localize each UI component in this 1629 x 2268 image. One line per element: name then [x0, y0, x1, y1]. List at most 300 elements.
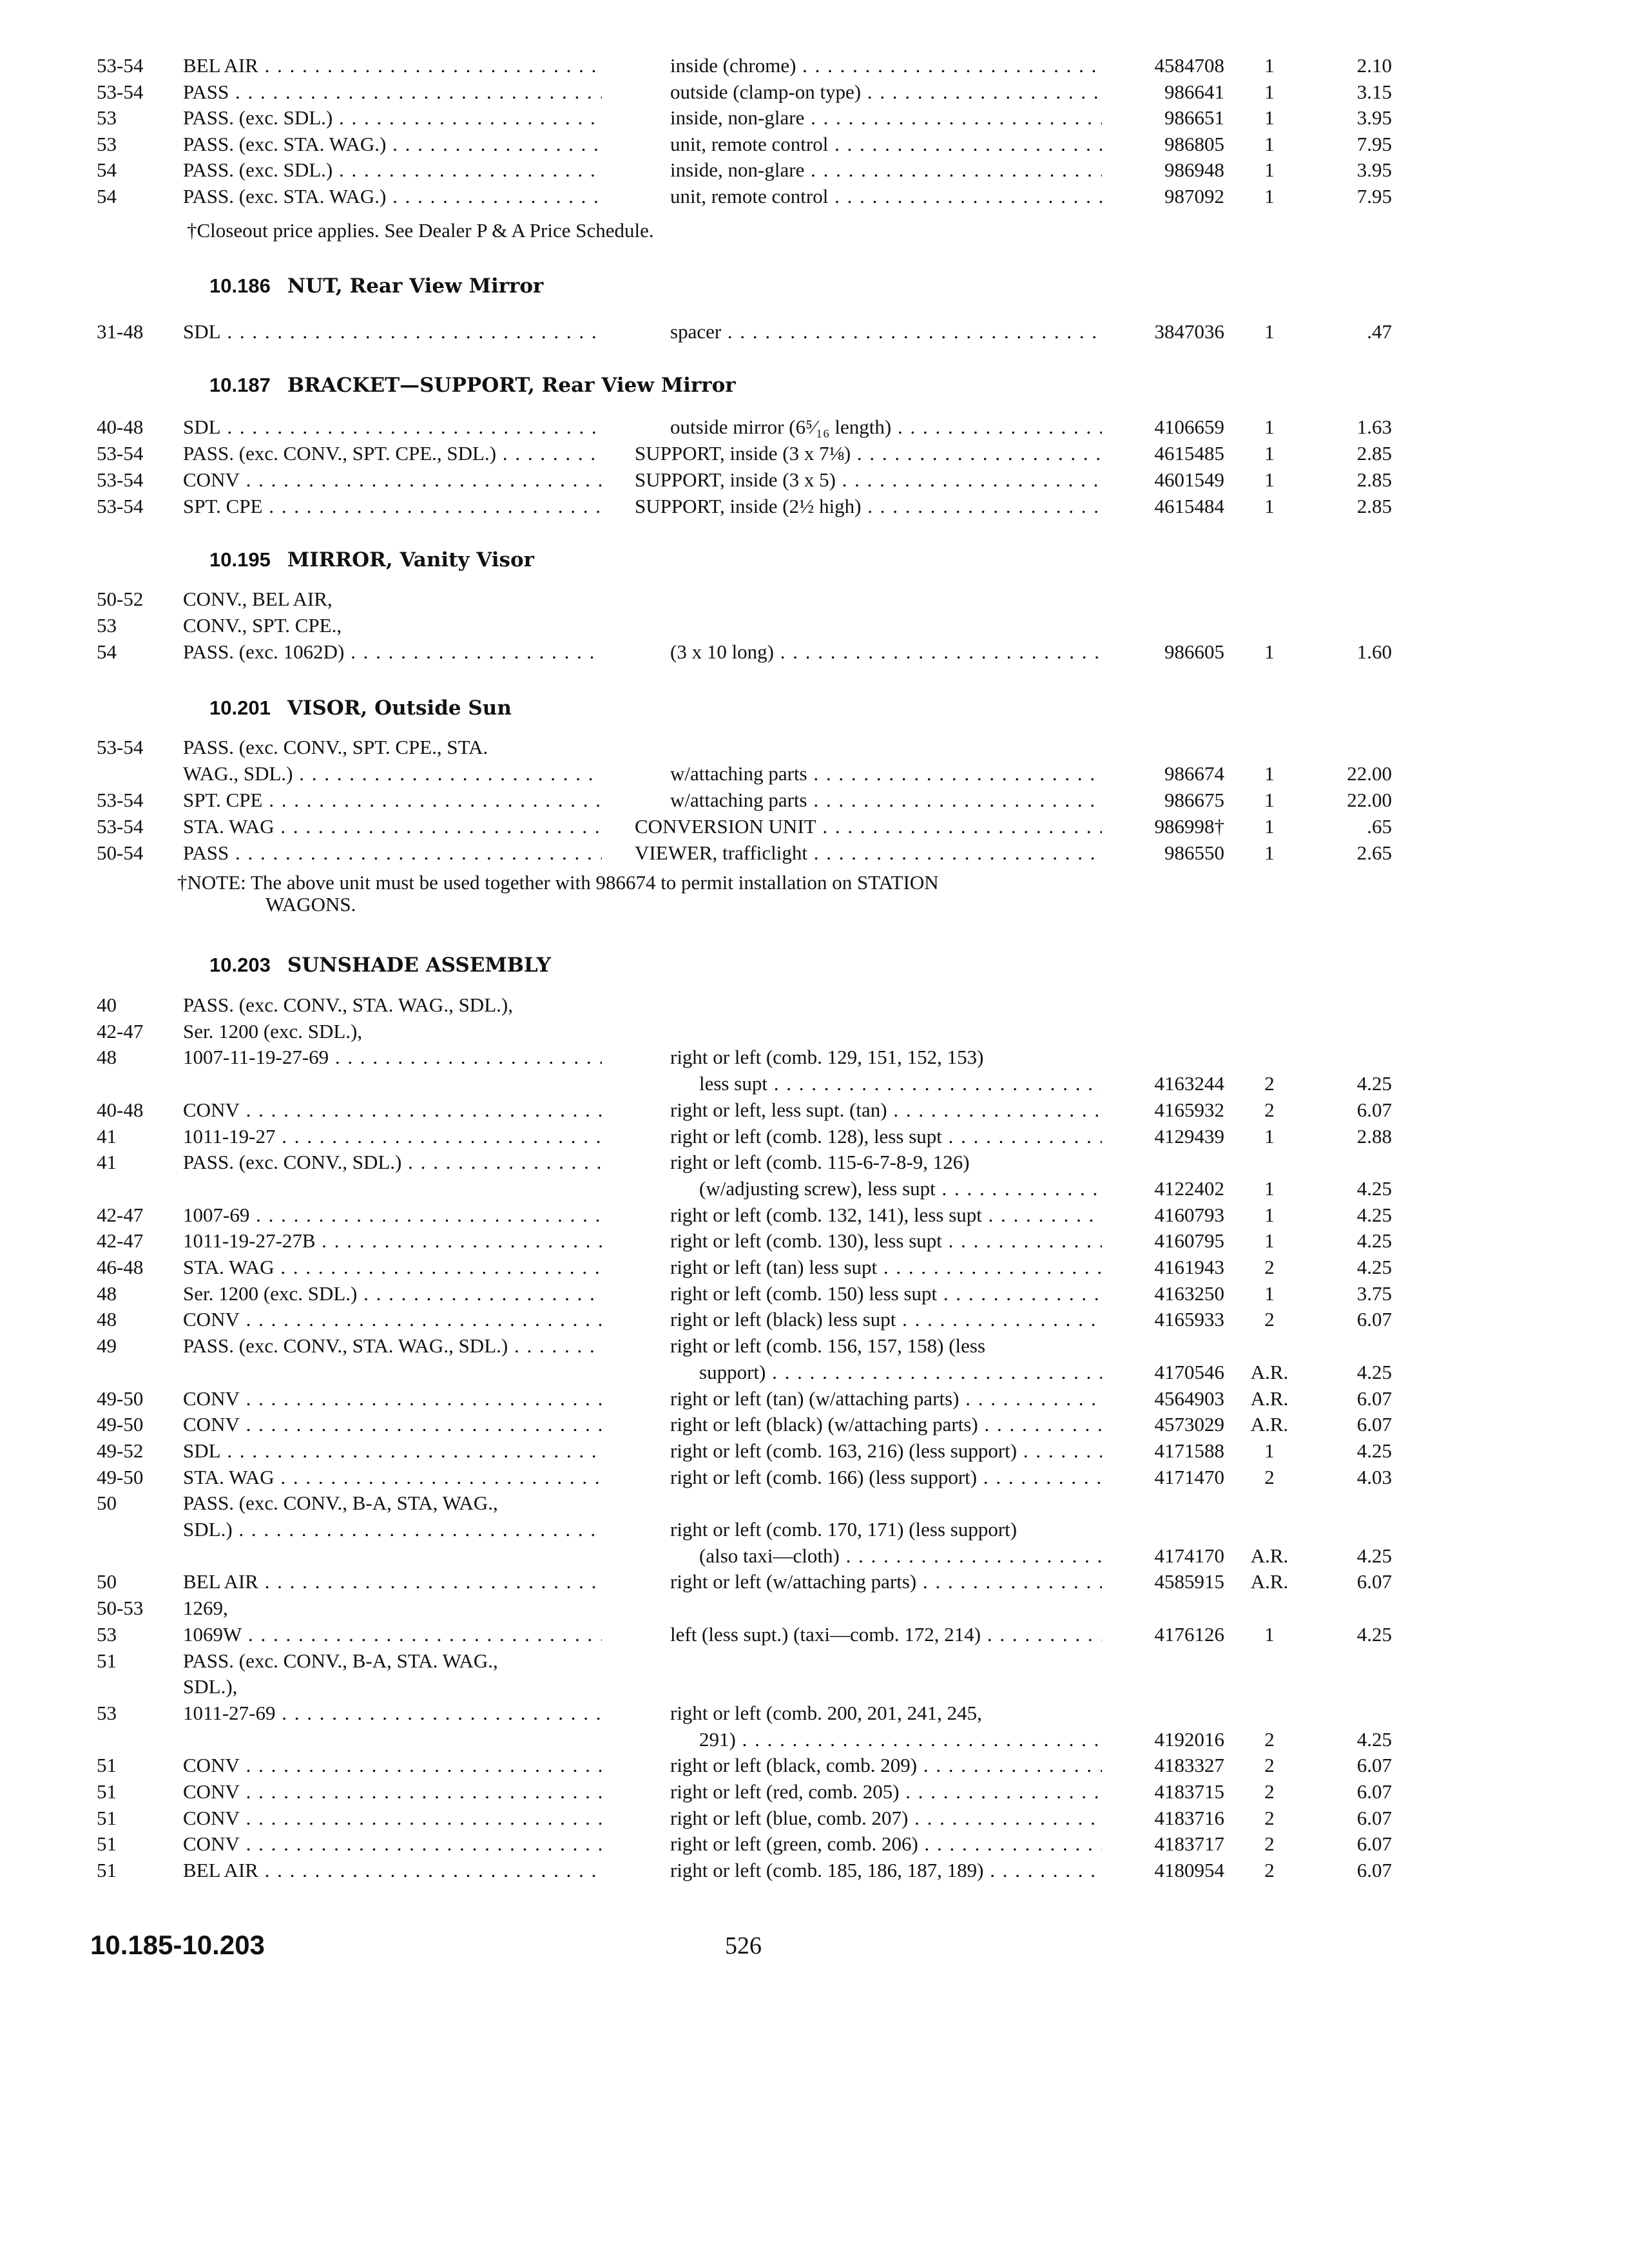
table-row: [0, 586, 1629, 612]
list-price: 6.07: [1356, 1807, 1392, 1829]
part-number: 4165932: [1154, 1099, 1224, 1121]
list-price: 2.65: [1356, 841, 1392, 864]
quantity: 2: [1264, 1807, 1275, 1829]
table-row: [0, 53, 1629, 79]
table-row: [0, 105, 1629, 131]
table-row: [0, 1490, 1629, 1516]
table-row: [0, 1465, 1629, 1490]
part-description: right or left (comb. 163, 216) (less support) . . .: [670, 1438, 1102, 1464]
quantity: 2: [1264, 1754, 1275, 1776]
list-price: 4.25: [1356, 1177, 1392, 1200]
part-description: support) . . .: [699, 1360, 1102, 1385]
list-price: 6.07: [1356, 1387, 1392, 1410]
part-number: 4170546: [1154, 1361, 1224, 1383]
table-row: [0, 1831, 1629, 1857]
model-application: SDL.) . . .: [183, 1517, 602, 1542]
part-description: right or left (black, comb. 209) . . .: [670, 1753, 1102, 1778]
model-application: PASS. (exc. STA. WAG.) . . .: [183, 131, 602, 157]
table-row: [0, 1386, 1629, 1412]
table-row: [0, 1805, 1629, 1831]
model-application: CONV . . .: [183, 1831, 602, 1857]
table-row: [0, 840, 1629, 866]
model-year: 42-47: [97, 1020, 144, 1043]
table-row: [0, 319, 1629, 345]
model-application: BEL AIR . . .: [183, 1569, 602, 1595]
section-number: 10.187: [209, 374, 271, 396]
table-row: [0, 1071, 1629, 1097]
table-row: [0, 441, 1629, 466]
quantity: 1: [1264, 1204, 1275, 1226]
model-application: 1069W . . .: [183, 1622, 602, 1648]
part-description: right or left (w/attaching parts) . . .: [670, 1569, 1102, 1595]
part-description: w/attaching parts . . .: [670, 787, 1102, 813]
model-year: 49-50: [97, 1466, 144, 1488]
part-description: outside (clamp-on type) . . .: [670, 79, 1102, 105]
model-year: 51: [97, 1832, 117, 1855]
model-year: 50-54: [97, 841, 144, 864]
part-description: 291) . . .: [699, 1727, 1102, 1753]
model-year: 53-54: [97, 468, 144, 491]
part-number: 4601549: [1154, 468, 1224, 491]
list-price: 7.95: [1356, 133, 1392, 155]
list-price: 4.25: [1356, 1361, 1392, 1383]
list-price: 4.25: [1356, 1728, 1392, 1751]
part-description: right or left (comb. 128), less supt . . .: [670, 1124, 1102, 1149]
table-row: [0, 157, 1629, 183]
quantity: A.R.: [1250, 1413, 1289, 1436]
model-application: PASS. (exc. STA. WAG.) . . .: [183, 184, 602, 209]
model-application: SDL . . .: [183, 319, 602, 345]
part-description: right or left (tan) (w/attaching parts) . . .: [670, 1386, 1102, 1412]
quantity: 1: [1264, 762, 1275, 785]
list-price: 4.25: [1356, 1439, 1392, 1462]
section-heading: [209, 544, 534, 575]
quantity: 1: [1264, 1125, 1275, 1148]
model-application: CONV . . .: [183, 1779, 602, 1805]
quantity: A.R.: [1250, 1544, 1289, 1567]
footer-page-number: 526: [725, 1932, 762, 1959]
part-number: 4161943: [1154, 1256, 1224, 1278]
quantity: 1: [1264, 1439, 1275, 1462]
model-year: 41: [97, 1151, 117, 1173]
list-price: 22.00: [1347, 762, 1392, 785]
part-description: unit, remote control . . .: [670, 131, 1102, 157]
section-number: 10.201: [209, 697, 271, 719]
section-heading: [209, 693, 512, 724]
quantity: 2: [1264, 1099, 1275, 1121]
quantity: A.R.: [1250, 1570, 1289, 1593]
list-price: 7.95: [1356, 185, 1392, 207]
model-year: 53-54: [97, 81, 144, 103]
section-title: MIRROR, Vanity Visor: [287, 548, 534, 572]
part-number: 4160793: [1154, 1204, 1224, 1226]
model-application: SDL . . .: [183, 1438, 602, 1464]
part-number: 4176126: [1154, 1623, 1224, 1646]
list-price: 2.88: [1356, 1125, 1392, 1148]
quantity: 1: [1264, 81, 1275, 103]
quantity: 1: [1264, 495, 1275, 517]
table-row: [0, 79, 1629, 105]
model-application: CONV . . .: [183, 1753, 602, 1778]
part-number: 4129439: [1154, 1125, 1224, 1148]
quantity: 2: [1264, 1072, 1275, 1095]
quantity: 2: [1264, 1832, 1275, 1855]
list-price: 6.07: [1356, 1859, 1392, 1881]
quantity: 1: [1264, 1282, 1275, 1305]
list-price: 6.07: [1356, 1780, 1392, 1803]
section-heading: [209, 370, 736, 401]
model-year: 50-53: [97, 1597, 144, 1619]
part-description: left (less supt.) (taxi—comb. 172, 214) . . .: [670, 1622, 1102, 1648]
list-price: 3.95: [1356, 106, 1392, 129]
part-description: SUPPORT, inside (3 x 7⅛) . . .: [635, 441, 1102, 466]
table-row: [0, 1700, 1629, 1726]
part-description: CONVERSION UNIT . . .: [635, 814, 1102, 840]
part-description: right or left (comb. 166) (less support) . . .: [670, 1465, 1102, 1490]
quantity: 1: [1264, 106, 1275, 129]
part-number: 4573029: [1154, 1413, 1224, 1436]
quantity: 1: [1264, 1177, 1275, 1200]
footer-section-range: 10.185-10.203: [90, 1930, 265, 1960]
model-application: CONV . . .: [183, 1412, 602, 1437]
part-description: w/attaching parts . . .: [670, 761, 1102, 787]
table-row: [0, 467, 1629, 493]
model-application: PASS. (exc. CONV., SDL.) . . .: [183, 1149, 602, 1175]
table-row: [0, 992, 1629, 1018]
part-number: 986998†: [1154, 815, 1224, 838]
model-year: 49-50: [97, 1387, 144, 1410]
model-application: PASS . . .: [183, 79, 602, 105]
list-price: 2.10: [1356, 54, 1392, 77]
quantity: 2: [1264, 1728, 1275, 1751]
list-price: 4.25: [1356, 1623, 1392, 1646]
part-description: inside (chrome) . . .: [670, 53, 1102, 79]
model-year: 51: [97, 1859, 117, 1881]
table-row: [0, 1097, 1629, 1123]
part-description: right or left (comb. 150) less supt . . .: [670, 1281, 1102, 1307]
quantity: 1: [1264, 133, 1275, 155]
part-number: 4160795: [1154, 1229, 1224, 1252]
table-row: [0, 1727, 1629, 1753]
table-row: [0, 1622, 1629, 1648]
section-heading: [209, 271, 543, 302]
model-application: SPT. CPE . . .: [183, 787, 602, 813]
model-application: STA. WAG . . .: [183, 1465, 602, 1490]
model-application: CONV., SPT. CPE.,: [183, 614, 342, 637]
part-description: right or left (comb. 170, 171) (less support): [670, 1518, 1017, 1541]
part-number: 4585915: [1154, 1570, 1224, 1593]
part-number: 4171470: [1154, 1466, 1224, 1488]
model-year: 54: [97, 159, 117, 181]
table-row: [0, 1202, 1629, 1228]
part-description: right or left (comb. 115-6-7-8-9, 126): [670, 1151, 970, 1173]
list-price: 6.07: [1356, 1832, 1392, 1855]
quantity: 1: [1264, 468, 1275, 491]
quantity: 1: [1264, 185, 1275, 207]
part-description: right or left (comb. 185, 186, 187, 189) . . .: [670, 1858, 1102, 1883]
part-number: 4163250: [1154, 1282, 1224, 1305]
part-number: 4183717: [1154, 1832, 1224, 1855]
list-price: 4.25: [1356, 1256, 1392, 1278]
model-year: 40: [97, 994, 117, 1016]
part-number: 4584708: [1154, 54, 1224, 77]
model-application: BEL AIR . . .: [183, 1858, 602, 1883]
model-year: 50-52: [97, 588, 144, 610]
part-number: 986550: [1164, 841, 1224, 864]
part-description: right or left (comb. 129, 151, 152, 153): [670, 1046, 984, 1068]
list-price: 22.00: [1347, 789, 1392, 811]
part-number: 4171588: [1154, 1439, 1224, 1462]
model-application: PASS. (exc. SDL.) . . .: [183, 105, 602, 131]
table-row: [0, 1438, 1629, 1464]
part-description: right or left (comb. 200, 201, 241, 245,: [670, 1702, 982, 1724]
part-description: right or left (green, comb. 206) . . .: [670, 1831, 1102, 1857]
table-row: [0, 1149, 1629, 1175]
model-year: 51: [97, 1780, 117, 1803]
model-year: 51: [97, 1754, 117, 1776]
part-number: 4192016: [1154, 1728, 1224, 1751]
model-year: 53: [97, 614, 117, 637]
model-application: CONV . . .: [183, 1307, 602, 1332]
quantity: A.R.: [1250, 1361, 1289, 1383]
model-year: 40-48: [97, 1099, 144, 1121]
part-number: 4183327: [1154, 1754, 1224, 1776]
model-application: 1011-27-69 . . .: [183, 1700, 602, 1726]
part-number: 4163244: [1154, 1072, 1224, 1095]
list-price: .65: [1367, 815, 1392, 838]
section-number: 10.186: [209, 274, 271, 297]
table-row: [0, 1779, 1629, 1805]
model-application: SPT. CPE . . .: [183, 494, 602, 519]
quantity: 1: [1264, 815, 1275, 838]
model-application: PASS . . .: [183, 840, 602, 866]
part-number: 986675: [1164, 789, 1224, 811]
model-application: CONV . . .: [183, 1386, 602, 1412]
quantity: 2: [1264, 1308, 1275, 1331]
model-year: 50: [97, 1492, 117, 1514]
part-number: 986948: [1164, 159, 1224, 181]
part-description: right or left (comb. 156, 157, 158) (less: [670, 1334, 986, 1357]
table-row: [0, 787, 1629, 813]
part-number: 986674: [1164, 762, 1224, 785]
list-price: 6.07: [1356, 1754, 1392, 1776]
quantity: 1: [1264, 1623, 1275, 1646]
model-year: 49-50: [97, 1413, 144, 1436]
model-year: 48: [97, 1308, 117, 1331]
part-description: right or left (comb. 130), less supt . . .: [670, 1228, 1102, 1254]
model-year: 48: [97, 1046, 117, 1068]
list-price: 4.25: [1356, 1229, 1392, 1252]
table-row: [0, 735, 1629, 760]
table-row: [0, 639, 1629, 665]
table-row: [0, 1569, 1629, 1595]
list-price: 4.25: [1356, 1544, 1392, 1567]
model-year: 53-54: [97, 815, 144, 838]
table-row: [0, 1595, 1629, 1621]
table-row: [0, 1176, 1629, 1202]
table-row: [0, 494, 1629, 519]
model-application: PASS. (exc. CONV., SPT. CPE., STA.: [183, 736, 488, 758]
part-description: (also taxi—cloth) . . .: [699, 1543, 1102, 1569]
section-title: SUNSHADE ASSEMBLY: [287, 954, 551, 977]
model-application: CONV . . .: [183, 467, 602, 493]
part-description: right or left (red, comb. 205) . . .: [670, 1779, 1102, 1805]
quantity: A.R.: [1250, 1387, 1289, 1410]
list-price: 4.03: [1356, 1466, 1392, 1488]
table-row: [0, 814, 1629, 840]
section-number: 10.195: [209, 548, 271, 571]
quantity: 1: [1264, 640, 1275, 663]
quantity: 2: [1264, 1466, 1275, 1488]
model-application: BEL AIR . . .: [183, 53, 602, 79]
part-description: less supt . . .: [699, 1071, 1102, 1097]
quantity: 2: [1264, 1780, 1275, 1803]
model-year: 53-54: [97, 736, 144, 758]
list-price: 6.07: [1356, 1570, 1392, 1593]
part-number: 4615484: [1154, 495, 1224, 517]
list-price: 3.15: [1356, 81, 1392, 103]
part-number: 986605: [1164, 640, 1224, 663]
model-application: SDL . . .: [183, 414, 602, 440]
quantity: 2: [1264, 1256, 1275, 1278]
part-number: 4165933: [1154, 1308, 1224, 1331]
model-year: 53: [97, 106, 117, 129]
part-description: right or left (tan) less supt . . .: [670, 1254, 1102, 1280]
quantity: 1: [1264, 54, 1275, 77]
table-row: [0, 414, 1629, 440]
model-year: 46-48: [97, 1256, 144, 1278]
section-heading: [209, 950, 551, 981]
model-year: 53-54: [97, 54, 144, 77]
model-year: 31-48: [97, 320, 144, 343]
list-price: 2.85: [1356, 495, 1392, 517]
model-year: 53-54: [97, 495, 144, 517]
quantity: 2: [1264, 1859, 1275, 1881]
model-year: 50: [97, 1570, 117, 1593]
model-application: PASS. (exc. CONV., STA. WAG., SDL.),: [183, 994, 513, 1016]
model-year: 42-47: [97, 1229, 144, 1252]
model-year: 41: [97, 1125, 117, 1148]
section-title: VISOR, Outside Sun: [287, 697, 512, 720]
list-price: .47: [1367, 320, 1392, 343]
part-number: 4122402: [1154, 1177, 1224, 1200]
model-application: STA. WAG . . .: [183, 814, 602, 840]
model-year: 53: [97, 1623, 117, 1646]
model-year: 49: [97, 1334, 117, 1357]
part-description: (w/adjusting screw), less supt . . .: [699, 1176, 1102, 1202]
part-description: VIEWER, trafficlight . . .: [635, 840, 1102, 866]
model-application: WAG., SDL.) . . .: [183, 761, 602, 787]
part-description: inside, non-glare . . .: [670, 157, 1102, 183]
model-application: Ser. 1200 (exc. SDL.) . . .: [183, 1281, 602, 1307]
footnote: †Closeout price applies. See Dealer P & A Price Schedule.: [187, 219, 654, 242]
list-price: 4.25: [1356, 1204, 1392, 1226]
part-number: 987092: [1164, 185, 1224, 207]
part-number: 4183716: [1154, 1807, 1224, 1829]
list-price: 2.85: [1356, 442, 1392, 465]
table-row: [0, 1333, 1629, 1359]
table-row: [0, 1674, 1629, 1700]
table-row: [0, 1858, 1629, 1883]
model-application: CONV . . .: [183, 1805, 602, 1831]
model-year: 51: [97, 1649, 117, 1672]
model-year: 53: [97, 1702, 117, 1724]
model-year: 53: [97, 133, 117, 155]
model-year: 40-48: [97, 416, 144, 438]
model-application: PASS. (exc. CONV., SPT. CPE., SDL.) . . .: [183, 441, 602, 466]
quantity: 1: [1264, 841, 1275, 864]
list-price: 4.25: [1356, 1072, 1392, 1095]
model-year: 48: [97, 1282, 117, 1305]
part-description: SUPPORT, inside (2½ high) . . .: [635, 494, 1102, 519]
quantity: 1: [1264, 442, 1275, 465]
table-row: [0, 1360, 1629, 1385]
footnote: †NOTE: The above unit must be used together with 986674 to permit installation on STATION: [177, 871, 939, 894]
table-row: [0, 1019, 1629, 1044]
table-row: [0, 1543, 1629, 1569]
model-application: 1007-11-19-27-69 . . .: [183, 1044, 602, 1070]
table-row: [0, 1124, 1629, 1149]
table-row: [0, 1648, 1629, 1674]
model-application: CONV., BEL AIR,: [183, 588, 333, 610]
table-row: [0, 1281, 1629, 1307]
table-row: [0, 131, 1629, 157]
list-price: 6.07: [1356, 1413, 1392, 1436]
part-description: right or left (black) less supt . . .: [670, 1307, 1102, 1332]
list-price: 6.07: [1356, 1099, 1392, 1121]
part-number: 3847036: [1154, 320, 1224, 343]
part-description: inside, non-glare . . .: [670, 105, 1102, 131]
model-application: 1011-19-27-27B . . .: [183, 1228, 602, 1254]
footnote: WAGONS.: [265, 893, 356, 916]
table-row: [0, 1228, 1629, 1254]
list-price: 1.63: [1356, 416, 1392, 438]
quantity: 1: [1264, 416, 1275, 438]
model-application: PASS. (exc. 1062D) . . .: [183, 639, 602, 665]
part-number: 4564903: [1154, 1387, 1224, 1410]
model-application: PASS. (exc. CONV., B-A, STA. WAG.,: [183, 1649, 498, 1672]
section-title: BRACKET—SUPPORT, Rear View Mirror: [287, 374, 736, 397]
model-application: 1007-69 . . .: [183, 1202, 602, 1228]
quantity: 1: [1264, 159, 1275, 181]
table-row: [0, 613, 1629, 639]
model-application: PASS. (exc. SDL.) . . .: [183, 157, 602, 183]
list-price: 2.85: [1356, 468, 1392, 491]
model-application: PASS. (exc. CONV., STA. WAG., SDL.) . . .: [183, 1333, 602, 1359]
table-row: [0, 1412, 1629, 1437]
model-year: 53-54: [97, 789, 144, 811]
part-description: (3 x 10 long) . . .: [670, 639, 1102, 665]
part-description: right or left (comb. 132, 141), less supt . . .: [670, 1202, 1102, 1228]
model-application: 1269,: [183, 1597, 228, 1619]
table-row: [0, 1753, 1629, 1778]
model-application: PASS. (exc. CONV., B-A, STA, WAG.,: [183, 1492, 498, 1514]
table-row: [0, 1517, 1629, 1542]
list-price: 3.95: [1356, 159, 1392, 181]
part-number: 986805: [1164, 133, 1224, 155]
section-title: NUT, Rear View Mirror: [287, 274, 544, 298]
model-year: 49-52: [97, 1439, 144, 1462]
part-description: outside mirror (6⁵⁄₁₆ length) . . .: [670, 414, 1102, 440]
part-description: SUPPORT, inside (3 x 5) . . .: [635, 467, 1102, 493]
model-application: CONV . . .: [183, 1097, 602, 1123]
part-description: right or left, less supt. (tan) . . .: [670, 1097, 1102, 1123]
table-row: [0, 761, 1629, 787]
part-number: 986651: [1164, 106, 1224, 129]
list-price: 1.60: [1356, 640, 1392, 663]
table-row: [0, 1044, 1629, 1070]
part-description: right or left (black) (w/attaching parts) . . .: [670, 1412, 1102, 1437]
